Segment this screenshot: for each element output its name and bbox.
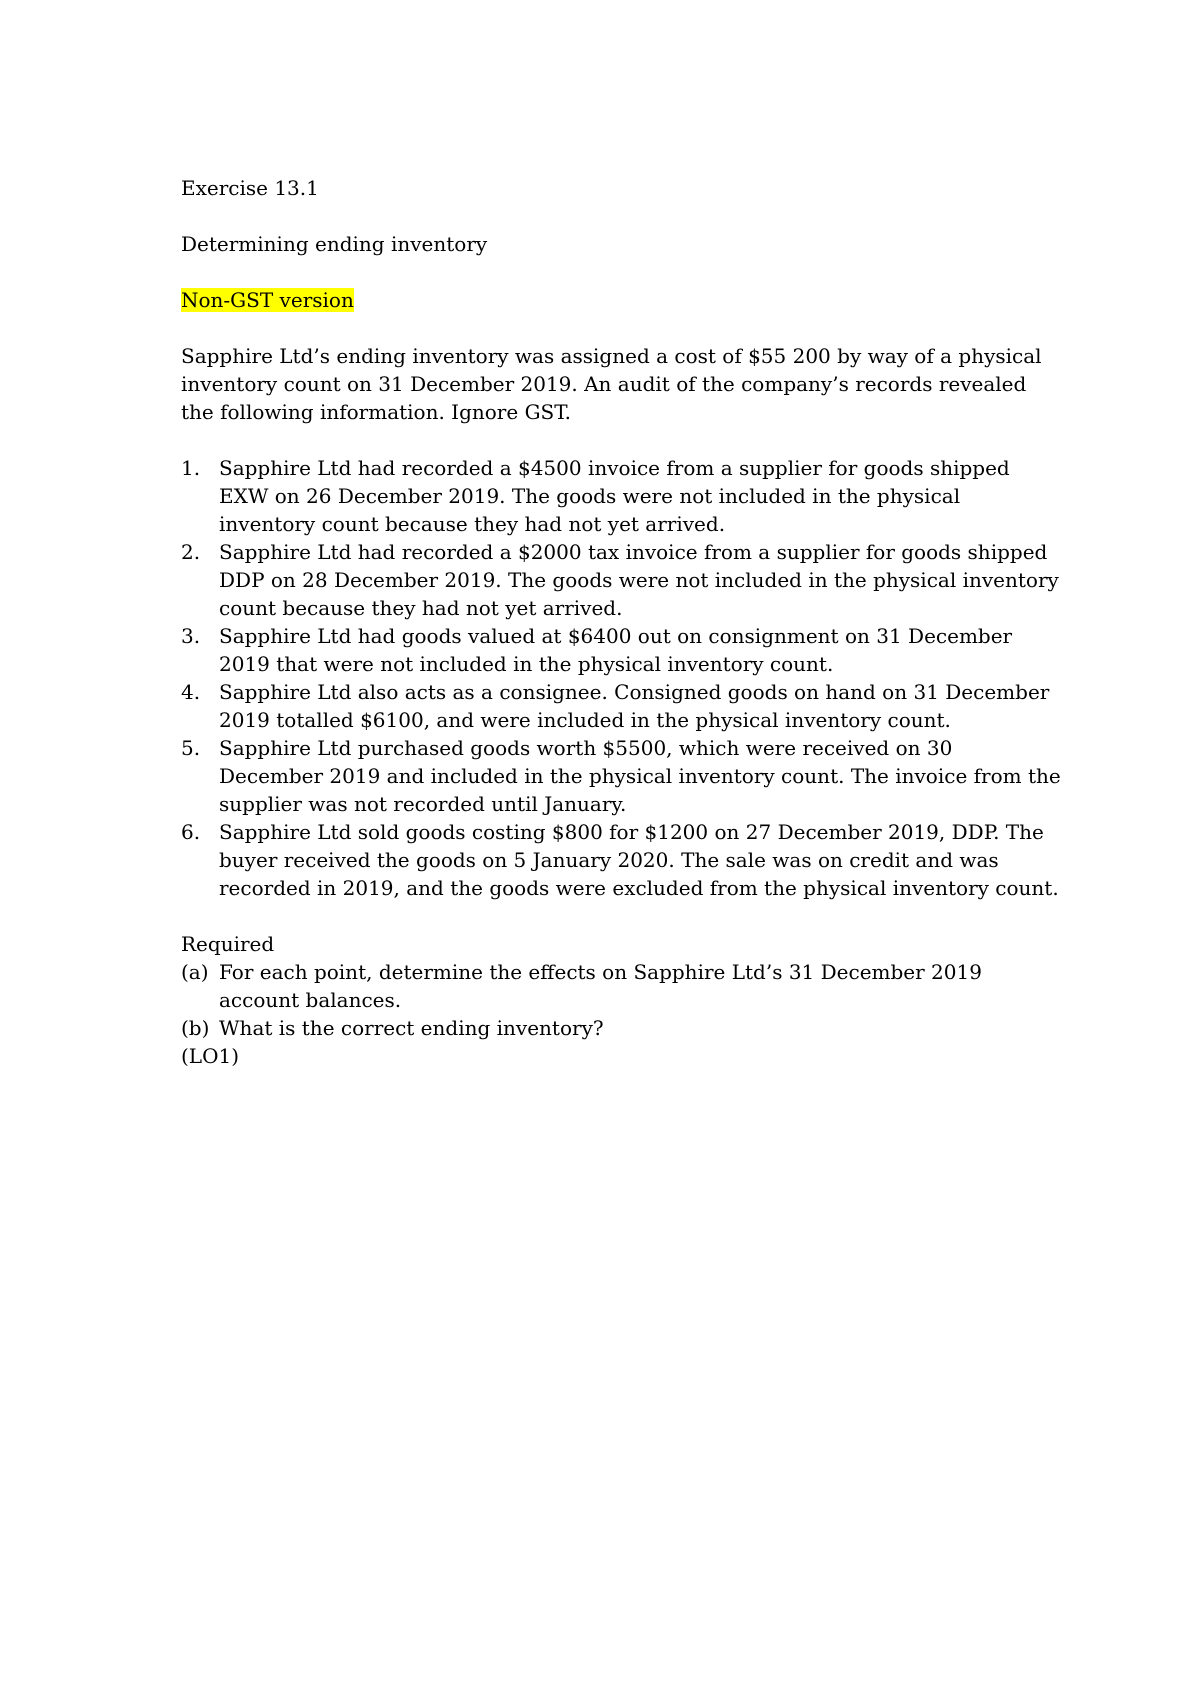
list-item bbox=[181, 818, 1061, 902]
audit-findings-list bbox=[181, 454, 1061, 902]
required-item-label: (b) bbox=[181, 1016, 210, 1040]
intro-paragraph: Sapphire Ltd’s ending inventory was assigned a cost of $55 200 by way of a physical inventory count on 31 December 2019. An audit of the company’s records revealed the following information. Ignore GST. bbox=[181, 344, 1042, 424]
required-item-text: For each point, determine the effects on Sapphire Ltd’s 31 December 2019 account balances. bbox=[219, 960, 982, 1012]
required-item-b bbox=[181, 1014, 1061, 1042]
spacer bbox=[181, 258, 1061, 286]
list-item-text: Sapphire Ltd purchased goods worth $5500, which were received on 30 December 2019 and included in the physical inventory count. The invoice from the supplier was not recorded until January. bbox=[219, 736, 1061, 816]
spacer bbox=[181, 426, 1061, 454]
required-item-text: What is the correct ending inventory? bbox=[219, 1016, 604, 1040]
list-item-text: Sapphire Ltd had goods valued at $6400 out on consignment on 31 December 2019 that were not included in the physical inventory count. bbox=[219, 624, 1013, 676]
list-item-number: 3. bbox=[181, 624, 201, 648]
list-item-text: Sapphire Ltd also acts as a consignee. Consigned goods on hand on 31 December 2019 totalled $6100, and were included in the physical inventory count. bbox=[219, 680, 1050, 732]
required-item-label: (a) bbox=[181, 960, 209, 984]
list-item bbox=[181, 538, 1061, 622]
list-item bbox=[181, 454, 1061, 538]
required-heading: Required bbox=[181, 932, 275, 956]
spacer bbox=[181, 314, 1061, 342]
required-item-a bbox=[181, 958, 1061, 1014]
list-item-text: Sapphire Ltd had recorded a $2000 tax invoice from a supplier for goods shipped DDP on 28 December 2019. The goods were not included in the physical inventory count because they had not yet arrived. bbox=[219, 540, 1059, 620]
version-label-highlight: Non-GST version bbox=[181, 288, 354, 312]
spacer bbox=[181, 902, 1061, 930]
version-line bbox=[181, 286, 1061, 314]
list-item-number: 1. bbox=[181, 456, 201, 480]
list-item-number: 6. bbox=[181, 820, 201, 844]
list-item bbox=[181, 678, 1061, 734]
list-item bbox=[181, 734, 1061, 818]
list-item-text: Sapphire Ltd sold goods costing $800 for $1200 on 27 December 2019, DDP. The buyer received the goods on 5 January 2020. The sale was on credit and was recorded in 2019, and the goods were excluded from the physical inventory count. bbox=[219, 820, 1059, 900]
list-item-number: 5. bbox=[181, 736, 201, 760]
topic-heading: Determining ending inventory bbox=[181, 232, 488, 256]
list-item-number: 4. bbox=[181, 680, 201, 704]
list-item-text: Sapphire Ltd had recorded a $4500 invoice from a supplier for goods shipped EXW on 26 December 2019. The goods were not included in the physical inventory count because they had not yet arrived. bbox=[219, 456, 1010, 536]
list-item-number: 2. bbox=[181, 540, 201, 564]
list-item bbox=[181, 622, 1061, 678]
exercise-title: Exercise 13.1 bbox=[181, 176, 319, 200]
document-content bbox=[181, 174, 1061, 1070]
learning-objective: (LO1) bbox=[181, 1044, 240, 1068]
spacer bbox=[181, 202, 1061, 230]
